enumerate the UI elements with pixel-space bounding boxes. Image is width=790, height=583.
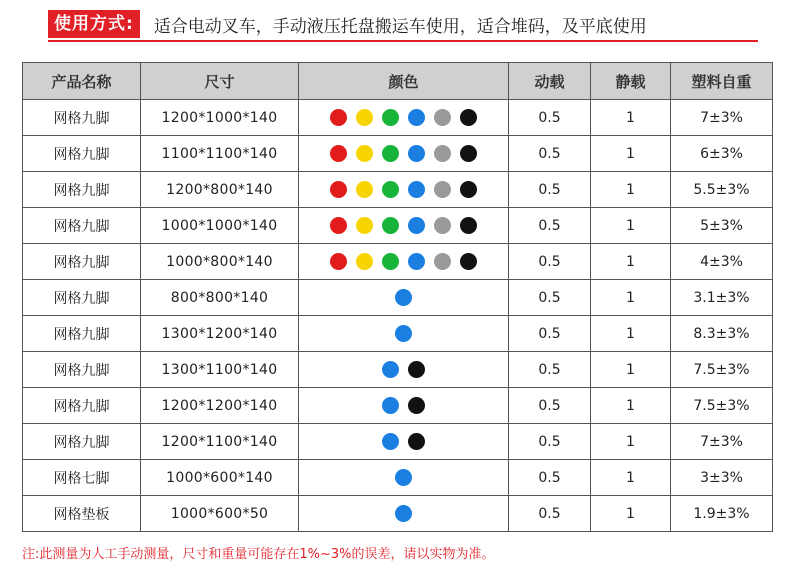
cell-product-name: 网格九脚: [23, 424, 141, 460]
blue-color-dot: [408, 217, 425, 234]
cell-static-load: 1: [591, 424, 671, 460]
red-color-dot: [330, 217, 347, 234]
green-color-dot: [382, 109, 399, 126]
cell-product-name: 网格七脚: [23, 460, 141, 496]
cell-product-name: 网格九脚: [23, 208, 141, 244]
cell-colors: [299, 352, 509, 388]
cell-size: 1000*600*140: [141, 460, 299, 496]
yellow-color-dot: [356, 109, 373, 126]
header-static-load: 静载: [591, 63, 671, 100]
blue-color-dot: [395, 469, 412, 486]
cell-colors: [299, 208, 509, 244]
blue-color-dot: [408, 253, 425, 270]
cell-plastic-weight: 4±3%: [671, 244, 773, 280]
color-swatches: [299, 145, 508, 162]
cell-product-name: 网格九脚: [23, 280, 141, 316]
cell-size: 1300*1100*140: [141, 352, 299, 388]
black-color-dot: [460, 181, 477, 198]
cell-dynamic-load: 0.5: [509, 100, 591, 136]
header-dynamic-load: 动载: [509, 63, 591, 100]
black-color-dot: [408, 361, 425, 378]
cell-plastic-weight: 7.5±3%: [671, 352, 773, 388]
table-row: [23, 100, 773, 136]
cell-static-load: 1: [591, 460, 671, 496]
cell-dynamic-load: 0.5: [509, 352, 591, 388]
green-color-dot: [382, 253, 399, 270]
cell-static-load: 1: [591, 388, 671, 424]
blue-color-dot: [382, 433, 399, 450]
cell-product-name: 网格垫板: [23, 496, 141, 532]
color-swatches: [299, 289, 508, 306]
cell-product-name: 网格九脚: [23, 352, 141, 388]
cell-dynamic-load: 0.5: [509, 424, 591, 460]
cell-plastic-weight: 5±3%: [671, 208, 773, 244]
table-body: [23, 100, 773, 532]
cell-colors: [299, 172, 509, 208]
table-row: [23, 172, 773, 208]
cell-product-name: 网格九脚: [23, 316, 141, 352]
header-product-name: 产品名称: [23, 63, 141, 100]
table-row: [23, 136, 773, 172]
cell-size: 1200*1200*140: [141, 388, 299, 424]
cell-static-load: 1: [591, 316, 671, 352]
cell-dynamic-load: 0.5: [509, 208, 591, 244]
cell-colors: [299, 424, 509, 460]
gray-color-dot: [434, 109, 451, 126]
blue-color-dot: [408, 181, 425, 198]
gray-color-dot: [434, 181, 451, 198]
cell-static-load: 1: [591, 136, 671, 172]
cell-colors: [299, 136, 509, 172]
cell-static-load: 1: [591, 208, 671, 244]
table-row: [23, 316, 773, 352]
blue-color-dot: [408, 145, 425, 162]
cell-plastic-weight: 7±3%: [671, 100, 773, 136]
cell-size: 1000*1000*140: [141, 208, 299, 244]
black-color-dot: [460, 109, 477, 126]
red-color-dot: [330, 181, 347, 198]
yellow-color-dot: [356, 181, 373, 198]
cell-dynamic-load: 0.5: [509, 388, 591, 424]
cell-dynamic-load: 0.5: [509, 136, 591, 172]
table-row: [23, 424, 773, 460]
gray-color-dot: [434, 217, 451, 234]
cell-product-name: 网格九脚: [23, 172, 141, 208]
gray-color-dot: [434, 145, 451, 162]
blue-color-dot: [395, 289, 412, 306]
cell-size: 1100*1100*140: [141, 136, 299, 172]
color-swatches: [299, 433, 508, 450]
cell-plastic-weight: 3.1±3%: [671, 280, 773, 316]
black-color-dot: [408, 433, 425, 450]
header-color: 颜色: [299, 63, 509, 100]
cell-product-name: 网格九脚: [23, 100, 141, 136]
table-row: [23, 208, 773, 244]
color-swatches: [299, 325, 508, 342]
cell-dynamic-load: 0.5: [509, 460, 591, 496]
green-color-dot: [382, 217, 399, 234]
cell-size: 1300*1200*140: [141, 316, 299, 352]
color-swatches: [299, 361, 508, 378]
cell-product-name: 网格九脚: [23, 244, 141, 280]
cell-size: 1200*1100*140: [141, 424, 299, 460]
cell-colors: [299, 100, 509, 136]
cell-dynamic-load: 0.5: [509, 280, 591, 316]
green-color-dot: [382, 181, 399, 198]
cell-static-load: 1: [591, 496, 671, 532]
color-swatches: [299, 397, 508, 414]
table-row: [23, 460, 773, 496]
yellow-color-dot: [356, 145, 373, 162]
yellow-color-dot: [356, 253, 373, 270]
cell-static-load: 1: [591, 352, 671, 388]
usage-text: 适合电动叉车，手动液压托盘搬运车使用，适合堆码，及平底使用: [153, 16, 647, 37]
color-swatches: [299, 469, 508, 486]
blue-color-dot: [395, 325, 412, 342]
usage-badge: 使用方式:: [48, 10, 140, 38]
cell-product-name: 网格九脚: [23, 388, 141, 424]
black-color-dot: [460, 145, 477, 162]
table-header-row: [23, 63, 773, 100]
measurement-note: 注:此测量为人工手动测量，尺寸和重量可能存在1%~3%的误差，请以实物为准。: [22, 547, 495, 562]
blue-color-dot: [382, 361, 399, 378]
color-swatches: [299, 217, 508, 234]
color-swatches: [299, 181, 508, 198]
cell-colors: [299, 316, 509, 352]
header-size: 尺寸: [141, 63, 299, 100]
cell-dynamic-load: 0.5: [509, 244, 591, 280]
cell-dynamic-load: 0.5: [509, 496, 591, 532]
spec-table: [22, 62, 773, 532]
cell-product-name: 网格九脚: [23, 136, 141, 172]
color-swatches: [299, 505, 508, 522]
red-color-dot: [330, 145, 347, 162]
header-divider: [48, 40, 758, 42]
table-row: [23, 496, 773, 532]
cell-size: 800*800*140: [141, 280, 299, 316]
cell-plastic-weight: 7±3%: [671, 424, 773, 460]
blue-color-dot: [395, 505, 412, 522]
cell-plastic-weight: 6±3%: [671, 136, 773, 172]
blue-color-dot: [408, 109, 425, 126]
cell-plastic-weight: 3±3%: [671, 460, 773, 496]
cell-static-load: 1: [591, 172, 671, 208]
cell-colors: [299, 388, 509, 424]
table-row: [23, 388, 773, 424]
yellow-color-dot: [356, 217, 373, 234]
cell-colors: [299, 460, 509, 496]
red-color-dot: [330, 109, 347, 126]
table-row: [23, 352, 773, 388]
black-color-dot: [408, 397, 425, 414]
header-plastic-weight: 塑料自重: [671, 63, 773, 100]
color-swatches: [299, 109, 508, 126]
cell-plastic-weight: 8.3±3%: [671, 316, 773, 352]
table-row: [23, 244, 773, 280]
cell-size: 1000*600*50: [141, 496, 299, 532]
cell-dynamic-load: 0.5: [509, 172, 591, 208]
cell-static-load: 1: [591, 244, 671, 280]
cell-static-load: 1: [591, 100, 671, 136]
usage-header: [48, 10, 647, 38]
cell-size: 1200*1000*140: [141, 100, 299, 136]
red-color-dot: [330, 253, 347, 270]
table-row: [23, 280, 773, 316]
color-swatches: [299, 253, 508, 270]
cell-plastic-weight: 1.9±3%: [671, 496, 773, 532]
cell-colors: [299, 280, 509, 316]
black-color-dot: [460, 253, 477, 270]
gray-color-dot: [434, 253, 451, 270]
green-color-dot: [382, 145, 399, 162]
cell-plastic-weight: 5.5±3%: [671, 172, 773, 208]
cell-colors: [299, 496, 509, 532]
cell-static-load: 1: [591, 280, 671, 316]
cell-dynamic-load: 0.5: [509, 316, 591, 352]
black-color-dot: [460, 217, 477, 234]
blue-color-dot: [382, 397, 399, 414]
cell-size: 1000*800*140: [141, 244, 299, 280]
cell-size: 1200*800*140: [141, 172, 299, 208]
cell-colors: [299, 244, 509, 280]
cell-plastic-weight: 7.5±3%: [671, 388, 773, 424]
